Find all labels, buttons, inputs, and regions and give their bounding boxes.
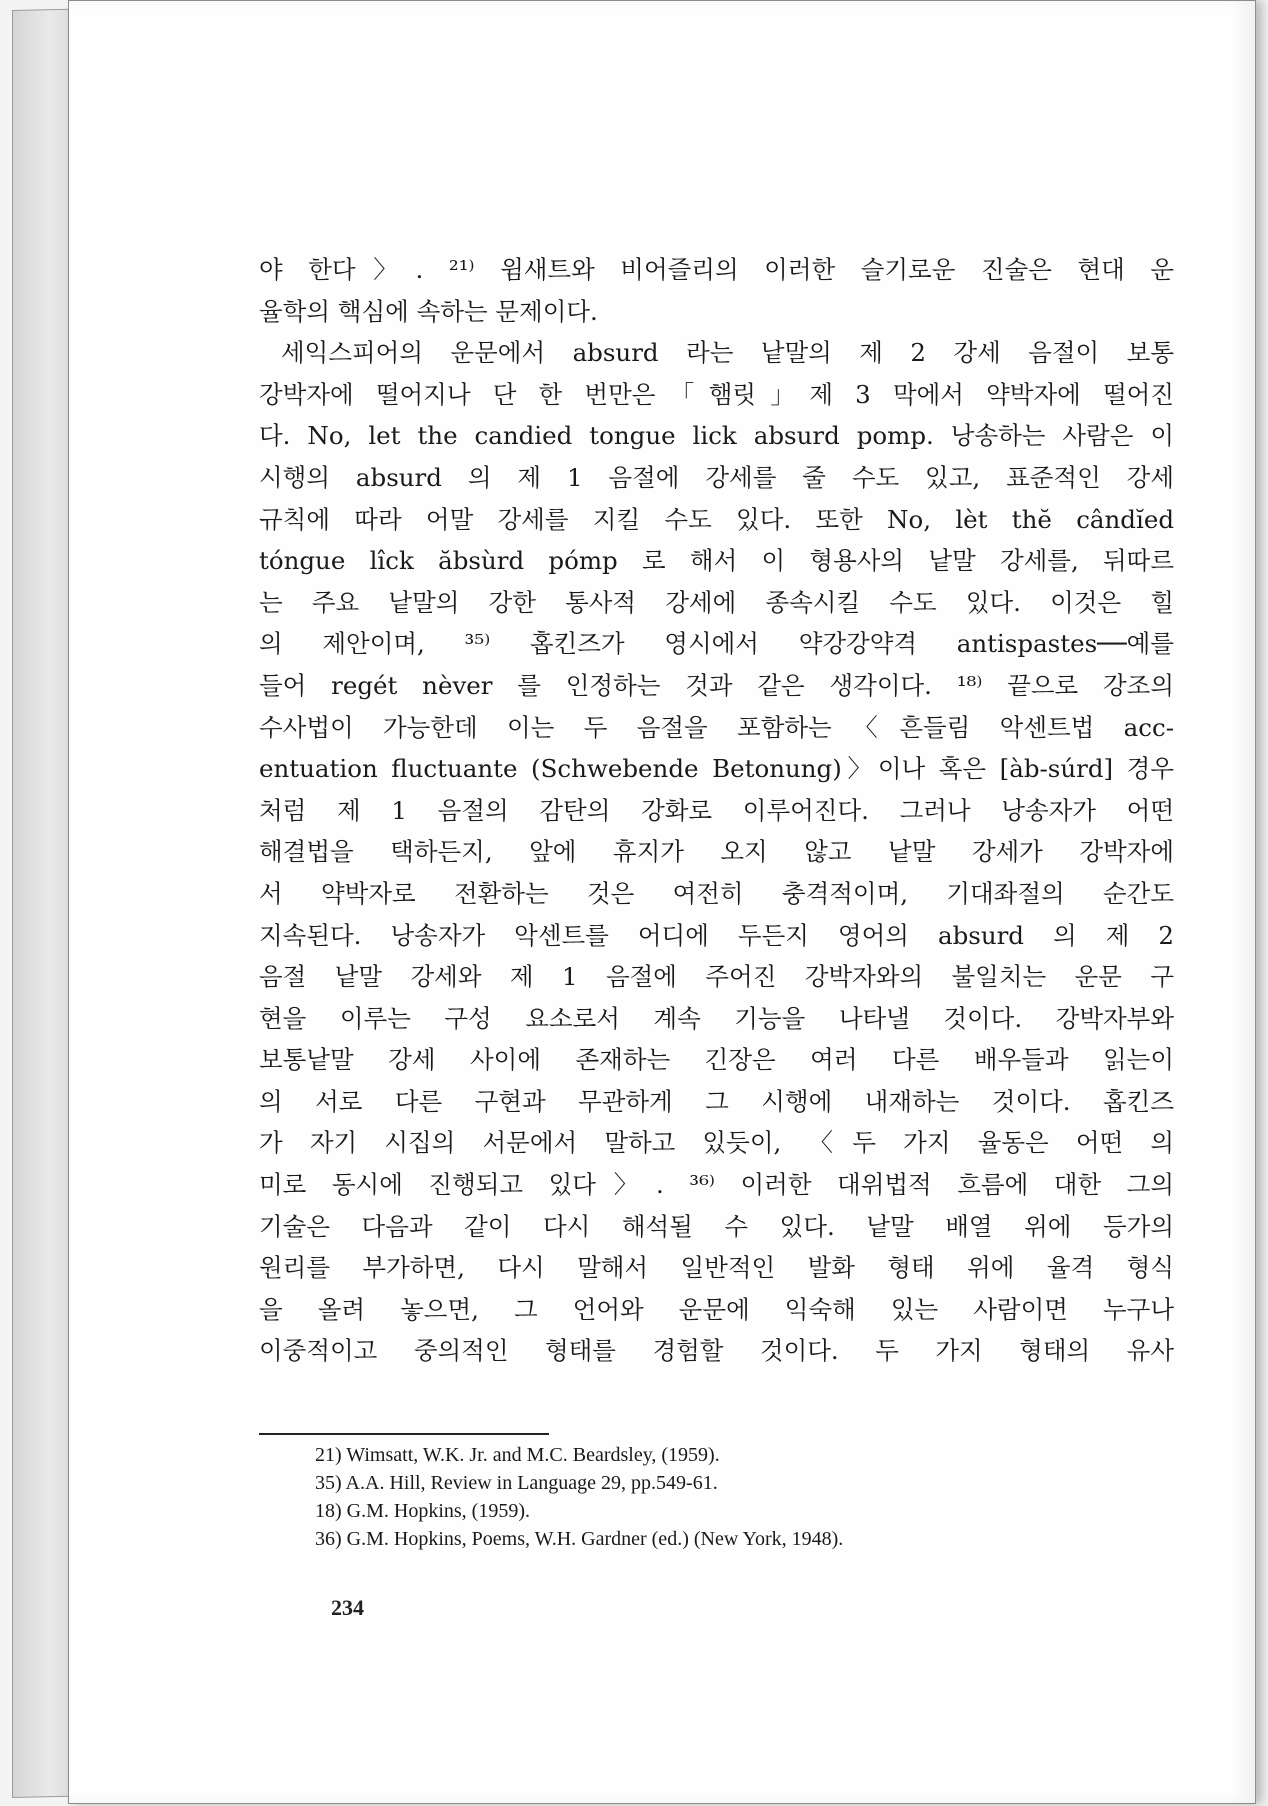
body-line: tóngue lîck ăbsùrd pómp 로 해서 이 형용사의 낱말 강세를, 뒤따르 xyxy=(259,546,1174,576)
body-line: 의 제안이며, ³⁵⁾ 홉킨즈가 영시에서 약강강약격 antispastes──예를 xyxy=(259,629,1174,659)
body-line: 수사법이 가능한데 이는 두 음절을 포함하는〈흔들림 악센트법 acc- xyxy=(259,712,1174,742)
body-line: 야 한다〉. ²¹⁾ 윔새트와 비어즐리의 이러한 슬기로운 진술은 현대 운 xyxy=(259,255,1174,284)
body-text xyxy=(259,249,1174,1372)
body-line: 이중적이고 중의적인 형태를 경험할 것이다. 두 가지 형태의 유사 xyxy=(259,1336,1174,1366)
footnote: 21) Wimsatt, W.K. Jr. and M.C. Beardsley, (1959). xyxy=(315,1444,720,1466)
body-line: 서 약박자로 전환하는 것은 여전히 충격적이며, 기대좌절의 순간도 xyxy=(259,878,1174,908)
body-line: 시행의 absurd 의 제 1 음절에 강세를 줄 수도 있고, 표준적인 강세 xyxy=(259,462,1174,492)
body-line: 현을 이루는 구성 요소로서 계속 기능을 나타낼 것이다. 강박자부와 xyxy=(259,1003,1174,1033)
body-line: 음절 낱말 강세와 제 1 음절에 주어진 강박자와의 불일치는 운문 구 xyxy=(259,962,1174,992)
footnote: 18) G.M. Hopkins, (1959). xyxy=(315,1500,530,1522)
page-number: 234 xyxy=(331,1595,364,1620)
body-line: 의 서로 다른 구현과 무관하게 그 시행에 내재하는 것이다. 홉킨즈 xyxy=(259,1086,1174,1116)
body-line: 을 올려 놓으면, 그 언어와 운문에 익숙해 있는 사람이면 누구나 xyxy=(259,1294,1174,1324)
footnotes xyxy=(315,1441,1175,1553)
body-line: 기술은 다음과 같이 다시 해석될 수 있다. 낱말 배열 위에 등가의 xyxy=(259,1211,1174,1241)
body-line: 미로 동시에 진행되고 있다〉. ³⁶⁾ 이러한 대위법적 흐름에 대한 그의 xyxy=(259,1170,1174,1200)
body-line: 다. No, let the candied tongue lick absurd pomp. 낭송하는 사람은 이 xyxy=(259,421,1174,451)
body-line: 원리를 부가하면, 다시 말해서 일반적인 발화 형태 위에 율격 형식 xyxy=(259,1253,1174,1283)
body-line: 처럼 제 1 음절의 감탄의 강화로 이루어진다. 그러나 낭송자가 어떤 xyxy=(259,795,1174,825)
body-line: 들어 regét nèver 를 인정하는 것과 같은 생각이다. ¹⁸⁾ 끝으로 강조의 xyxy=(259,670,1174,700)
body-line: 세익스피어의 운문에서 absurd 라는 낱말의 제 2 강세 음절이 보통 xyxy=(281,338,1174,368)
footnote: 36) G.M. Hopkins, Poems, W.H. Gardner (ed.) (New York, 1948). xyxy=(315,1528,844,1550)
footnote: 35) A.A. Hill, Review in Language 29, pp.549-61. xyxy=(315,1472,718,1494)
body-line: 율학의 핵심에 속하는 문제이다. xyxy=(259,296,598,326)
body-line: 지속된다. 낭송자가 악센트를 어디에 두든지 영어의 absurd 의 제 2 xyxy=(259,920,1174,950)
body-line: entuation fluctuante (Schwebende Betonung)〉이나 혹은 [àb-súrd] 경우 xyxy=(259,754,1174,784)
body-line: 가 자기 시집의 서문에서 말하고 있듯이, 〈두 가지 율동은 어떤 의 xyxy=(259,1128,1174,1158)
body-line: 보통낱말 강세 사이에 존재하는 긴장은 여러 다른 배우들과 읽는이 xyxy=(259,1045,1174,1075)
body-line: 는 주요 낱말의 강한 통사적 강세에 종속시킬 수도 있다. 이것은 힐 xyxy=(259,587,1174,617)
body-line: 해결법을 택하든지, 앞에 휴지가 오지 않고 낱말 강세가 강박자에 xyxy=(259,837,1174,867)
footnote-divider xyxy=(259,1433,549,1435)
book-page xyxy=(68,0,1256,1804)
body-line: 강박자에 떨어지나 단 한 번만은「햄릿」제 3 막에서 약박자에 떨어진 xyxy=(259,379,1174,409)
book-edge xyxy=(12,9,76,1798)
body-line: 규칙에 따라 어말 강세를 지킬 수도 있다. 또한 No, lèt thĕ cândĭed xyxy=(259,504,1174,534)
